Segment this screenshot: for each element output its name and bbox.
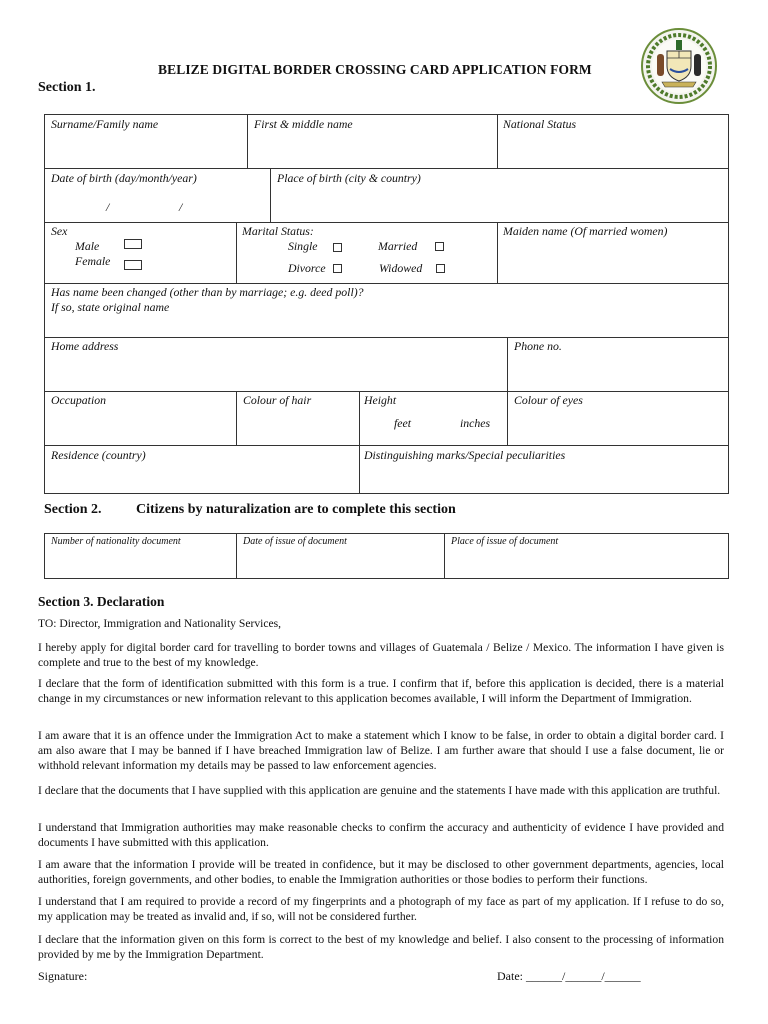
section1-heading: Section 1. [38, 80, 96, 95]
doc-issue-date-field[interactable] [237, 550, 443, 578]
height-field[interactable] [360, 408, 390, 444]
doc-issue-place-label: Place of issue of document [451, 536, 559, 547]
declaration-paragraph: I am aware that the information I provide will be treated in confidence, but it may be disclosed to other government departments, agencies, local authorities, foreign governments, and other bodies, to enable the Immigration authorities or those bodies to perform their functions. [38, 858, 724, 887]
inches-label: inches [460, 416, 491, 430]
section2-label: Section 2. [44, 502, 102, 517]
feet-label: feet [394, 416, 412, 430]
male-checkbox[interactable] [124, 239, 142, 249]
name-changed-question: Has name been changed (other than by marriage; e.g. deed poll)? [51, 285, 364, 299]
declaration-paragraph: I declare that the information given on this form is correct to the best of my knowledge and belief. I also consent to the processing of information provided by me by the Immigration Department. [38, 933, 724, 962]
declaration-paragraph: I am aware that it is an offence under the Immigration Act to make a statement which I know to be false, in order to obtain a digital border card. I am also aware that I may be banned if I have breached Immigration law of Belize. I am further aware that should I use a false document, lie or withhold relevant information my details may be passed to law enforcement agencies. [38, 729, 724, 773]
nationality-doc-number-label: Number of nationality document [51, 536, 181, 547]
surname-field[interactable] [45, 131, 246, 167]
widowed-checkbox[interactable] [436, 264, 445, 273]
home-address-field[interactable] [45, 354, 506, 390]
doc-issue-date-label: Date of issue of document [243, 536, 347, 547]
height-label: Height [364, 393, 397, 407]
date-of-birth-label: Date of birth (day/month/year) [51, 171, 197, 185]
home-address-label: Home address [51, 339, 119, 353]
doc-issue-place-field[interactable] [445, 550, 728, 578]
female-label: Female [75, 254, 111, 268]
signature-label: Signature: [38, 969, 88, 983]
declaration-paragraph: I declare that the documents that I have supplied with this application are genuine and the statements I have made with this application are truthful. [38, 784, 721, 797]
national-status-label: National Status [503, 117, 577, 131]
first-middle-name-label: First & middle name [254, 117, 353, 131]
declaration-paragraph: I declare that the form of identification submitted with this form is a true. I confirm that if, before this application is decided, there is a material change in my circumstances or new information relevant to this application becomes available, I will inform the Department of Immigration. [38, 677, 724, 706]
first-middle-name-field[interactable] [248, 131, 496, 167]
nationality-doc-number-field[interactable] [45, 550, 235, 578]
residence-field[interactable] [45, 463, 358, 493]
signature-field[interactable] [98, 966, 398, 986]
hair-colour-field[interactable] [237, 408, 358, 444]
male-label: Male [75, 239, 100, 253]
section2-heading: Citizens by naturalization are to complete this section [136, 502, 456, 517]
maiden-name-label: Maiden name (Of married women) [503, 224, 668, 238]
married-checkbox[interactable] [435, 242, 444, 251]
date-of-birth-field[interactable] [45, 186, 269, 221]
form-title: BELIZE DIGITAL BORDER CROSSING CARD APPLICATION FORM [158, 62, 592, 77]
date-field[interactable]: Date: ______/______/______ [497, 969, 641, 983]
declaration-paragraph: I understand that I am required to provide a record of my fingerprints and a photograph of my face as part of my application. If I refuse to do so, my application may be treated as invalid and, if so, will not be considered further. [38, 895, 724, 924]
phone-label: Phone no. [514, 339, 562, 353]
place-of-birth-label: Place of birth (city & country) [277, 171, 421, 185]
dob-separator-1: / [106, 200, 110, 214]
single-checkbox[interactable] [333, 243, 342, 252]
original-name-label: If so, state original name [51, 300, 170, 314]
occupation-label: Occupation [51, 393, 107, 407]
surname-label: Surname/Family name [51, 117, 159, 131]
declaration-paragraph: I understand that Immigration authorities may make reasonable checks to confirm the accuracy and authenticity of evidence I have provided and documents I have submitted with this application. [38, 821, 724, 850]
divorce-checkbox[interactable] [333, 264, 342, 273]
occupation-field[interactable] [45, 408, 235, 444]
eye-colour-label: Colour of eyes [514, 393, 583, 407]
hair-colour-label: Colour of hair [243, 393, 312, 407]
section3-heading: Section 3. Declaration [38, 594, 165, 609]
divorce-label: Divorce [288, 261, 326, 275]
single-label: Single [288, 239, 318, 253]
sex-label: Sex [51, 224, 68, 238]
maiden-name-field[interactable] [498, 240, 728, 282]
distinguishing-marks-field[interactable] [360, 463, 728, 493]
female-checkbox[interactable] [124, 260, 142, 270]
widowed-label: Widowed [379, 261, 423, 275]
residence-label: Residence (country) [51, 448, 146, 462]
dob-separator-2: / [179, 200, 183, 214]
original-name-field[interactable] [45, 315, 728, 336]
married-label: Married [378, 239, 418, 253]
place-of-birth-field[interactable] [271, 186, 728, 221]
eye-colour-field[interactable] [508, 408, 728, 444]
national-status-field[interactable] [498, 131, 728, 167]
marital-status-label: Marital Status: [242, 224, 314, 238]
distinguishing-marks-label: Distinguishing marks/Special peculiarities [364, 448, 566, 462]
declaration-addressee: TO: Director, Immigration and Nationality Services, [38, 617, 282, 630]
belize-coat-of-arms-icon [640, 27, 718, 105]
phone-field[interactable] [508, 354, 728, 390]
declaration-paragraph: I hereby apply for digital border card for travelling to border towns and villages of Guatemala / Belize / Mexico. The information I have given is complete and true to the best of my knowledge. [38, 641, 724, 670]
